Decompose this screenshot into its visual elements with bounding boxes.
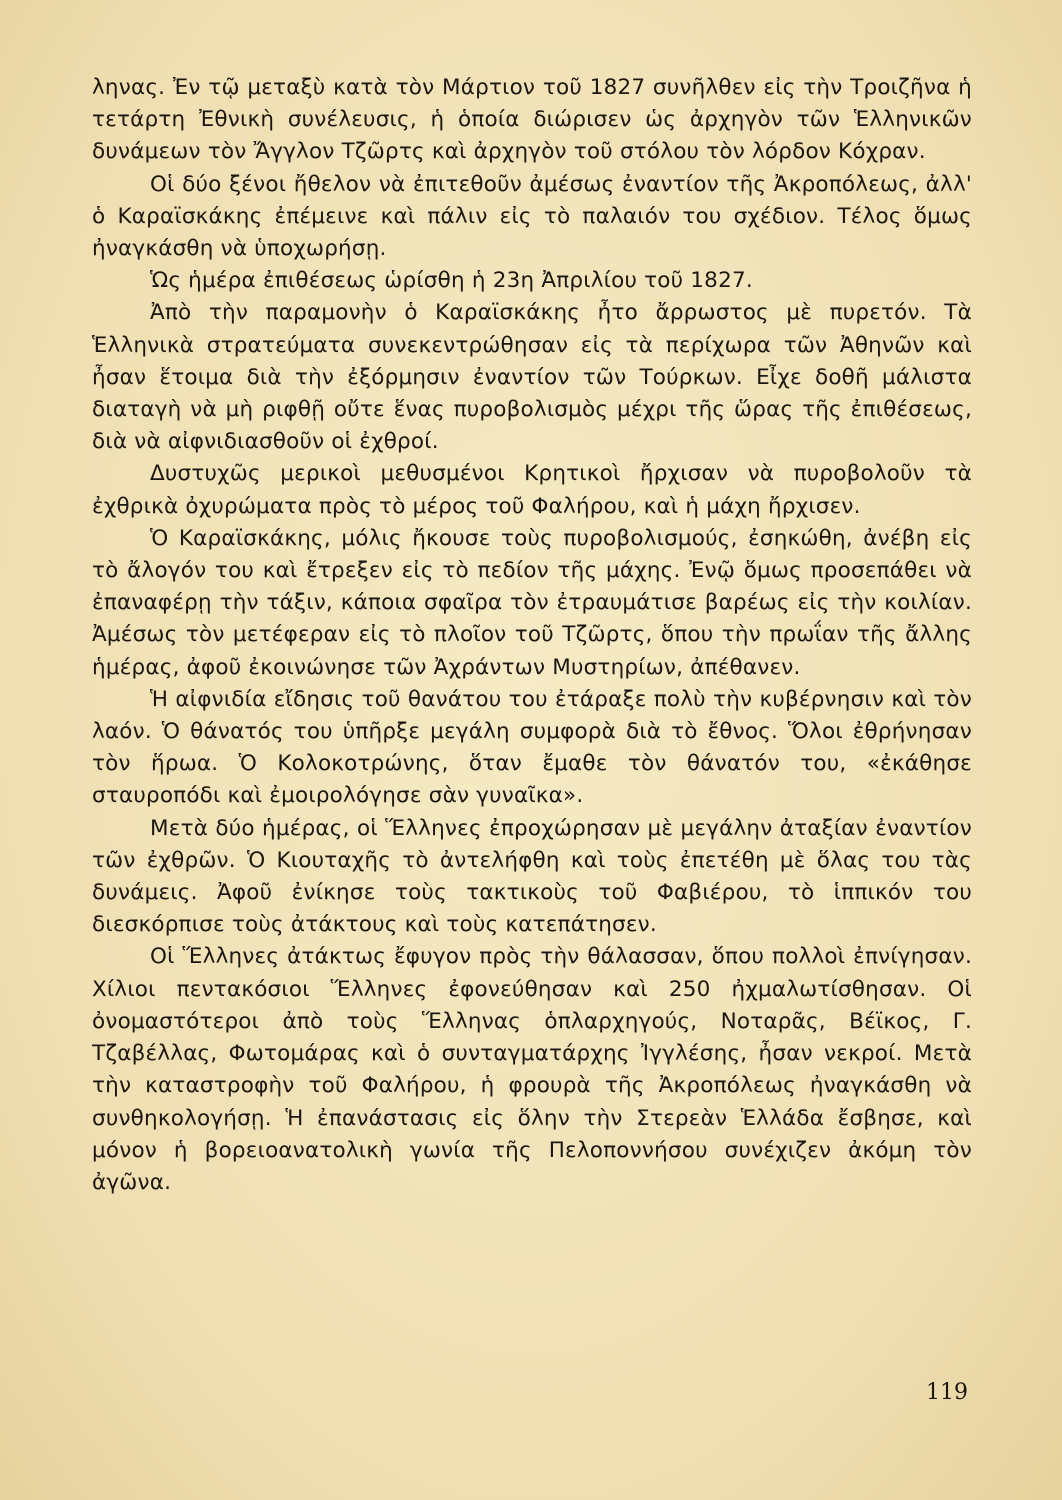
page-number: 119	[926, 1380, 968, 1405]
paragraph-9: Οἱ Ἕλληνες ἀτάκτως ἔφυγον πρὸς τὴν θάλασσαν, ὅπου πολλοὶ ἐπνίγησαν. Χίλιοι πεντακόσιοι Ἕλληνες ἐφονεύθησαν καὶ 250 ἠχμαλωτίσθησαν. Οἱ ὀνομαστότεροι ἀπὸ τοὺς Ἕλληνας ὁπλαρχηγούς, Νοταρᾶς, Βέϊκος, Γ. Τζαβέλλας, Φωτομάρας καὶ ὁ συνταγματάρχης Ἰγγλέσης, ἦσαν νεκροί. Μετὰ τὴν καταστροφὴν τοῦ Φαλήρου, ἡ φρουρὰ τῆς Ἀκροπόλεως ἠναγκάσθη νὰ συνθηκολογήσῃ. Ἡ ἐπανάστασις εἰς ὅλην τὴν Στερεὰν Ἑλλάδα ἔσβησε, καὶ μόνον ἡ βορειοανατολικὴ γωνία τῆς Πελοποννήσου συνέχιζεν ἀκόμη τὸν ἀγῶνα.	[92, 944, 972, 1195]
paragraph-4: Ἀπὸ τὴν παραμονὴν ὁ Καραϊσκάκης ἦτο ἄρρωστος μὲ πυρετόν. Τὰ Ἑλληνικὰ στρατεύματα συνεκεντρώθησαν εἰς τὰ περίχωρα τῶν Ἀθηνῶν καὶ ἦσαν ἕτοιμα διὰ τὴν ἐξόρμησιν ἐναντίον τῶν Τούρκων. Εἶχε δοθῆ μάλιστα διαταγὴ νὰ μὴ ριφθῇ οὔτε ἕνας πυροβολισμὸς μέχρι τῆς ὥρας τῆς ἐπιθέσεως, διὰ νὰ αἰφνιδιασθοῦν οἱ ἐχθροί.	[92, 300, 972, 455]
paragraph-7: Ἡ αἰφνιδία εἴδησις τοῦ θανάτου του ἐτάραξε πολὺ τὴν κυβέρνησιν καὶ τὸν λαόν. Ὁ θάνατός του ὑπῆρξε μεγάλη συμφορὰ διὰ τὸ ἔθνος. Ὅλοι ἐθρήνησαν τὸν ἥρωα. Ὁ Κολοκοτρώνης, ὅταν ἔμαθε τὸν θάνατόν του, «ἐκάθησε σταυροπόδι καὶ ἐμοιρολόγησε σὰν γυναῖκα».	[92, 686, 972, 809]
paragraph-3: Ὡς ἡμέρα ἐπιθέσεως ὡρίσθη ἡ 23η Ἀπριλίου τοῦ 1827.	[150, 268, 753, 294]
body-text	[92, 72, 972, 1199]
paragraph-8: Μετὰ δύο ἡμέρας, οἱ Ἕλληνες ἐπροχώρησαν μὲ μεγάλην ἀταξίαν ἐναντίον τῶν ἐχθρῶν. Ὁ Κιουταχῆς τὸ ἀντελήφθη καὶ τοὺς ἐπετέθη μὲ ὅλας του τὰς δυνάμεις. Ἀφοῦ ἐνίκησε τοὺς τακτικοὺς τοῦ Φαβιέρου, τὸ ἱππικόν του διεσκόρπισε τοὺς ἀτάκτους καὶ τοὺς κατεπάτησεν.	[92, 815, 972, 938]
paragraph-5: Δυστυχῶς μερικοὶ μεθυσμένοι Κρητικοὶ ἤρχισαν νὰ πυροβολοῦν τὰ ἐχθρικὰ ὀχυρώματα πρὸς τὸ μέρος τοῦ Φαλήρου, καὶ ἡ μάχη ἤρχισεν.	[92, 461, 972, 519]
paragraph-6: Ὁ Καραϊσκάκης, μόλις ἤκουσε τοὺς πυροβολισμούς, ἐσηκώθη, ἀνέβη εἰς τὸ ἄλογόν του καὶ ἔτρεξεν εἰς τὸ πεδίον τῆς μάχης. Ἐνῷ ὅμως προσεπάθει νὰ ἐπαναφέρῃ τὴν τάξιν, κάποια σφαῖρα τὸν ἐτραυμάτισε βαρέως εἰς τὴν κοιλίαν. Ἀμέσως τὸν μετέφεραν εἰς τὸ πλοῖον τοῦ Τζῶρτς, ὅπου τὴν πρωΐαν τῆς ἄλλης ἡμέρας, ἀφοῦ ἐκοινώνησε τῶν Ἀχράντων Μυστηρίων, ἀπέθανεν.	[92, 525, 972, 680]
paragraph-1: ληνας. Ἐν τῷ μεταξὺ κατὰ τὸν Μάρτιον τοῦ 1827 συνῆλθεν εἰς τὴν Τροιζῆνα ἡ τετάρτη Ἐθνικὴ συνέλευσις, ἡ ὁποία διώρισεν ὡς ἀρχηγὸν τῶν Ἑλληνικῶν δυνάμεων τὸν Ἄγγλον Τζῶρτς καὶ ἀρχηγὸν τοῦ στόλου τὸν λόρδον Κόχραν.	[92, 75, 972, 165]
paragraph-2: Οἱ δύο ξένοι ἤθελον νὰ ἐπιτεθοῦν ἀμέσως ἐναντίον τῆς Ἀκροπόλεως, ἀλλ' ὁ Καραϊσκάκης ἐπέμεινε καὶ πάλιν εἰς τὸ παλαιόν του σχέδιον. Τέλος ὅμως ἠναγκάσθη νὰ ὑποχωρήσῃ.	[92, 171, 972, 262]
